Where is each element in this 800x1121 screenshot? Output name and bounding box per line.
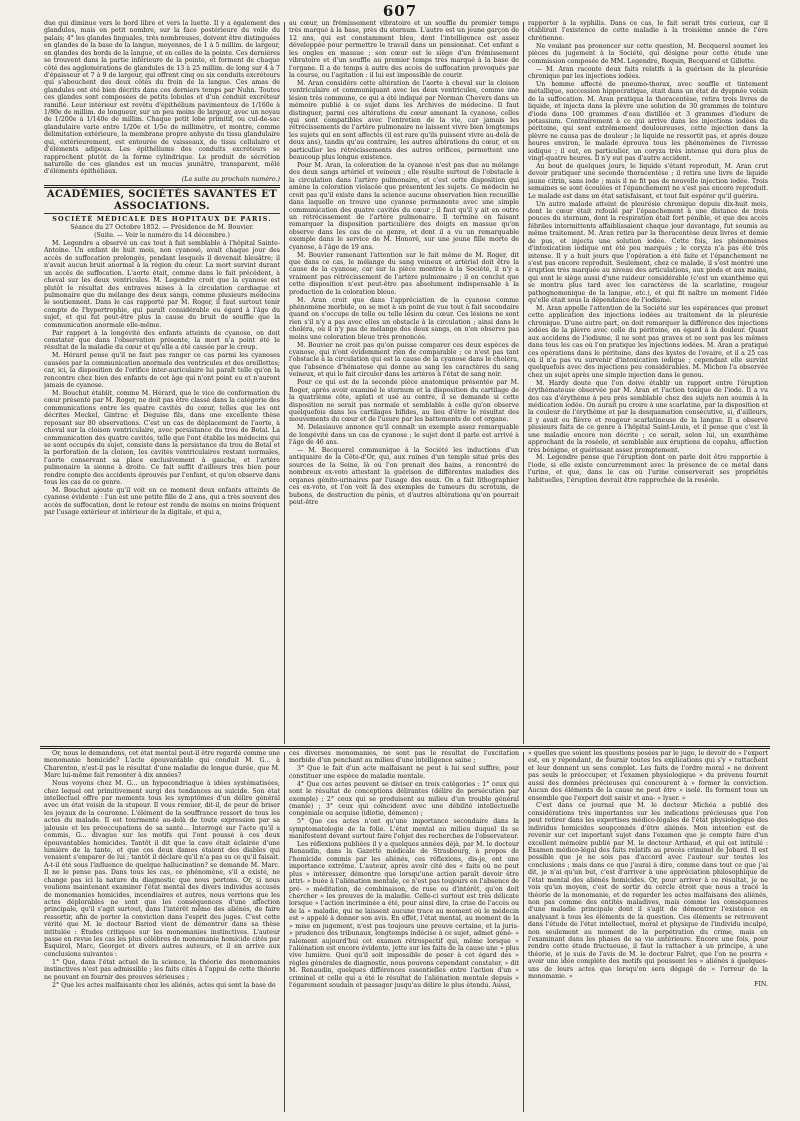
paragraph: — M. Becquerel communique à la Société les inductions d'un antiquaire de la Côte-d'Or, qui, aux ruines d'un temple situé près des sources de la Seine, là où l'on prenait des bains, a rencontré de nombreux ex-voto attestant la guérison de différentes maladies des organes génito-urinaires par l'usage des eaux. On a fait lithographier ces ex-voto, et l'on voit là des exemples de tumeurs du scrotum, de bubons, de destruction du pénis, et d'autres altérations qu'on pourrait peut-être [289,447,519,506]
paragraph: M. Bouchut ajoute qu'il voit en ce moment deux enfants atteints de cyanose évidente : l'un est une petite fille de 2 ans, qui a très souvent des accès de suffocation, dont le retour est rendu de moins en moins fréquent par l'usage extérieur et intérieur de la digitale, et qui a, [44,486,280,517]
paragraph: 3° Que le fait d'un acte malfaisant ne peut à lui seul suffire, pour constituer une espèce de maladie mentale. [289,765,519,780]
paragraph: Pour ce qui est de la seconde pièce anatomique présentée par M. Roger, après avoir examiné le sternum et la disposition du cartilage de la quatrième côte, aplati et usé au centre, il se demande si cette disposition ne serait pas normale et semblable à celle qu'on observe quelquefois dans les cartilages bifides, au lieu d'être le résultat des mouvements du cœur et de l'usure par les battements de cet organe. [289,379,519,424]
session-line: Séance du 27 Octobre 1852. — Présidence de M. Bouvier. [70,224,254,232]
paragraph: Les réflexions publiées il y a quelques années déjà, par M. le docteur Renaudin, dans la Gazette médicale de Strasbourg, à propos de l'homicide commis par les aliénés, ces réflexions, dis-je, ont une importance extrême. L'auteur, après avoir cité des « faits où ne peut plus » intéresser, démontre que lorsqu'une action paraît devoir être attri- » buée à l'aliénation mentale, ce n'est pas toujours en l'absence de pré- » méditation, de combinaison, de ruse ou d'intérêt, qu'on doit chercher » les preuves de la maladie. Celle-ci surtout est très délicate lorsque » l'action incriminée a été, pour ainsi dire, la crise de l'accès ou de la » maladie, qui ne laissent aucune trace au moment où le médecin est » appelé à donner son avis. En effet, l'état mental, au moment de la » mise en jugement, n'est pas toujours une preuve certaine, et la juris- » prudence des tribunaux, longtemps indécise à ce sujet, admet géné- » ralement aujourd'hui cet examen rétrospectif qui, même lorsque » l'aliénation est encore évidente, jette sur les faits de la cause une » plus vive lumière. Quoi qu'il soit impossible de poser à cet égard des » règles générales de diagnostic, nous pouvons cependant constater, » dit M. Renaudin, quelques différences essentielles entre l'action d'un » criminel et celle qui a été le résultat de l'aliénation mentale depuis » l'égarement soudain et passager jusqu'au délire le plus étendu. Aussi, [289,841,519,990]
paragraph: M. Legendre pense que l'éruption dont on parle doit être rapportée à l'iode, si elle existe concurremment avec la présence de ce métal dans l'urine, et que, dans le cas où l'urine conserverait ses propriétés habituelles, l'éruption devrait être rapprochée de la roséole. [528,454,768,484]
paragraph: Au bout de quelques jours, le liquide s'étant reproduit, M. Aran crut devoir pratiquer une seconde thoracentèse ; il retira une livre de liquide jaune citrin, sans iode ; mais il ne fit pas de nouvelle injection iodée. Trois semaines se sont écoulées et l'épanchement ne s'est pas encore reproduit. Le malade est dans un état satisfaisant, et tout fait espérer qu'il guérira. [528,163,768,200]
paragraph: Nous voyons chez M. G... un hypocondriaque à idées systématisées, chez lequel ont primitivement surgi des tendances au suicide. Son état intellectuel offre par moments tous les symptômes d'un délire général avec un état voisin de la stupeur. Il vous remuer, dit-il, de peur de briser les joyaux de la couronne. L'élément de la souffrance ressort de tous les actes du malade. Il est tourmenté au-delà de toute expression par sa jalousie et les préoccupations de sa santé... Interrogé sur l'acte qu'il a commis, G... divague sur les motifs qui l'ont poussé à ces deux épouvantables homicides. Tantôt il dit que la cave était éclairée d'une lumière de la tante, et que ces deux dames étaient des diables qui venaient s'emparer de lui ; tantôt il déclare qu'il n'a pas su ce qu'il faisait. A-t-il été sous l'influence de quelque hallucination? se demande M. Marc. Il ne le pense pas. Dans tous les cas, ce phénomène, s'il a existé, ne change pas ici la nature du diagnostic que nous portons. Or, si nous voulions maintenant examiner l'état mental des divers individus accusés de monomanies homicides, incendiaires et autres, nous verrions que les actes déplorables ne sont que les conséquences d'une affection principale, qu'il s'agit surtout, dans l'intérêt même des aliénés, de faire ressortir, afin de porter la conviction dans l'esprit des juges. C'est cette vérité que M. le docteur Bariod vient de démontrer dans sa thèse intitulée : Études critiques sur les monomanies instinctives. L'auteur passe en revue les cas les plus célèbres de monomanie homicide cités par Esquirol, Marc, Georget et divers autres auteurs, et il en arrive aux conclusions suivantes : [44,780,280,958]
paragraph: C'est dans ce journal que M. le docteur Michéa a publié des considérations très importantes sur les indications précieuses que l'on peut retirer dans les expertises médico-légales de l'état physiologique des individus homicides soupçonnés d'être aliénés. Mon intention est de revenir sur cet important sujet dans l'examen que je compte faire d'un excellent mémoire publié par M. le docteur Arthaud, et qui est intitulé : Examen médico-légal des faits relatifs au procès criminel de Jobard. Il est possible que je ne sois pas d'accord avec l'auteur sur toutes les conclusions ; mais dans ce que j'aurai à dire, comme dans tout ce que j'ai dit, je n'ai qu'un but, c'est d'arriver à une appréciation philosophique de l'état mental des aliénés homicides. Or, pour arriver à ce résultat, je ne vois qu'un moyen, c'est de sortir du cercle étroit que nous a tracé la théorie de la monomanie, et de regarder les actes malfaisans des aliénés, non pas comme des entités maladives, mais comme les conséquences d'une maladie principale dont il s'agit de démontrer l'existence en analysant à tous les éléments de la question. Ces éléments se retrouvent dans l'étude de l'état intellectuel, moral et physique de l'individu incalpé, non seulement au moment de la perpétration du crime, mais en l'examinant dans les phases de sa vie antérieure. Encore une fois, pour rendre cette étude fructueuse, il faut la rattacher à un principe, à une théorie, et je suis de l'avis de M. le docteur Falret, que l'on ne pourra « avoir une idée complète des motifs qui poussent les » aliénés à quelques-uns de leurs actes que lorsqu'on sera dégagé de » l'erreur de la monomanie. » [528,802,768,981]
paragraph: ces diverses monomanies, ne sont pas le résultat de l'excitation morbide d'un penchant au milieu d'une intelligence saine ; [289,750,519,765]
paragraph: rapporter à la syphilis. Dans ce cas, le fait serait très curieux, car il établirait l'existence de cette maladie à la troisième année de l'ère chrétienne. [528,20,768,42]
fin-label: FIN. [754,981,768,989]
suite-note: (Suite. — Voir le numéro du 14 décembre.) [94,232,230,240]
column-rule [284,752,285,1112]
paragraph: » quelles que soient les questions posées par le juge, le devoir de » l'expert est, en y répondant, de fournir toutes les explications qui s'y » rattachent et leur donnent un sens complet. Les faits de l'ordre moral » ne doivent pas seuls le préoccuper, et l'examen physiologique » du prévenu fournit aussi des données précieuses qui concourent à » former la conviction. Aucun des éléments de la cause ne peut être » isolé. Ils forment tous un ensemble que l'expert doit saisir et ana- » lyser. » [528,750,768,802]
paragraph: M. Hérard pense qu'il ne faut pas ranger ce cas parmi les cyanoses causées par la communication anormale des ventricules et des oreillettes; car, ici, la disposition de l'orifice inter-auriculaire lui paraît telle qu'on la rencontre chez bien des enfants de cet âge qui n'ont point eu et n'auront jamais de cyanose. [44,352,280,390]
section-title: ACADÉMIES, SOCIÉTÉS SAVANTES ET ASSOCIATIONS. [46,188,278,212]
paragraph: Ne voulant pas prononcer sur cette question, M. Becquerel soumet les pièces du jugement à la Société, qui désigne pour cette étude une commission composée de MM. Legendre, Requin, Becquerel et Gillette. [528,42,768,65]
page-number: 607 [382,2,418,20]
bottom-column-1 [44,750,280,1114]
paragraph: M. Legendre a observé un cas tout à fait semblable à l'hôpital Sainte-Antoine. Un enfant de huit mois, non cyanosé, avait chaque jour des accès de suffocation prolongés, pendant lesquels il devenait bleuâtre; il n'avait aucun bruit anormal à la région du cœur. La mort survint durant un accès de suffocation. L'aorte était, comme dans le fait précédent, à cheval sur les deux ventricules. M. Legendre croit que la cyanose est plutôt le résultat des entraves mises à la circulation cardiaque et pulmonaire que du mélange des deux sangs, comme plusieurs médecins le soutiennent. Dans le cas rapporté par M. Roger, il faut surtout tenir compte de l'hypertrophie, qui paraît considérable eu égard à l'âge du sujet, et qui fut peut-être plus la cause du bruit de souffle que la communication anormale elle-même. [44,240,280,329]
paragraph: M. Bouvier ramenant l'attention sur le fait même de M. Roger, dit que dans ce cas, le mélange du sang veineux et artériel doit être la cause de la cyanose, car sur la pièce montrée à la Société, il n'y a vraiment pas rétrécissement de l'artère pulmonaire ; il en conclut que cette disposition n'est peut-être pas absolument indispensable à la production de la coloration bleue. [289,251,519,296]
paragraph: 5° Que ces actes n'ont qu'une importance secondaire dans la symptomatologie de la folie. L'état mental au milieu duquel ils se manifestent devant surtout faire l'objet des recherches de l'observateur. [289,818,519,841]
paragraph: M. Bouvier ne croit pas qu'on puisse comparer ces deux espèces de cyanose, qui n'ont évidemment rien de comparable ; ce n'est pas tant l'obstacle à la circulation qui est la cause de la cyanose dans le choléra, que l'absence d'hématose qui donne au sang les caractères du sang veineux, et qui le fait circuler dans les artères à l'état de sang noir. [289,341,519,379]
paragraph: M. Hardy doute que l'on doive établir un rapport entre l'éruption érythémateuse observée par M. Aran et l'action toxique de l'iode. Il a vu des cas d'érythème à peu près semblable chez des sujets non soumis à la médication iodée. On aurait pu croire à une scarlatine, par la disposition et la couleur de l'érythème et par la desquamation consécutive, si, d'ailleurs, il y avait eu fièvre et rougeur scarlatineuse de la langue. Il a observé plusieurs faits de ce genre à l'hôpital Saint-Louis, et il pense que c'est là une maladie encore non décrite ; ce serait, selon lui, un exanthème approchant de la roséole, et semblable aux éruptions de copahu, affection très bénigne, et guérissant assez promptement. [528,379,768,454]
paragraph: Un autre malade atteint de pleurésie chronique depuis dix-huit mois, dont le cœur était refoulé par l'épanchement à une distance de trois pouces du sternum, dont la respiration était fort pénible, et que des accès fébriles intermittents affaiblissaient chaque jour davantage, fut soumis au même traitement. M. Aran retira par la thoracentèse deux livres et demie de pus, et injecta une solution iodée. Cette fois, les phénomènes d'intoxication iodique ont été peu marqués ; le coryza n'a pas été très intense. Il y a huit jours que l'opération a été faite et l'épanchement ne s'est pas encore reproduit. Seulement, chez ce malade, il s'est montré une éruption très marquée au niveau des articulations, aux pieds et aux mains, qui sont le siège aussi d'une raideur considérable (c'est un exanthème qui se montra plus tard avec les caractères de la scarlatine, rougeur pathognomonique de la langue, etc.), et qui fit naître un moment l'idée qu'elle était sous la dépendance de l'iodisme. [528,200,768,305]
column-rule [523,22,524,744]
paragraph: M. Aran appelle l'attention de la Société sur les espérances que promet cette application des injections iodées au traitement de la pleurésie chronique. D'une autre part, on doit remarquer la différence des injections iodées de la plèvre avec celle du péritoine, en égard à la douleur. Quant aux accidens de l'iodisme, il ne sont pas graves et ne sont pas les mêmes dans tous les cas où l'on pratique les injections iodées. M. Aran a pratiqué ces opérations dans le péritoine, dans des kystes de l'ovaire, et il a 25 cas où il n'a pas vu survenir d'intoxication iodique ; cependant elle survint quelquefois avec des injections peu considérables. M. Michon l'a observée chez un sujet après une simple injection dans le genou. [528,305,768,379]
paragraph: 2° Que les actes malfaisants chez les aliénés, actes qui sont la base de [52,981,276,989]
top-column-2 [289,20,519,745]
paragraph: Pour M. Aran, la coloration de la cyanose n'est pas due au mélange des deux sangs artériel et veineux ; elle résulte surtout de l'obstacle à la circulation dans l'artère pulmonaire, et c'est cette disposition qui amène la coloration violacée que présentent les sujets. Ce médecin ne croit pas qu'il existe dans la science aucune observation bien recueillie dans laquelle on trouve une cyanose permanente avec une simple communication des quatre cavités du cœur ; il faut qu'il y ait en outre un rétrécissement de l'artère pulmonaire. Il termine en faisant remarquer la disposition particulière des doigts en massue qu'on observe dans les cas de ce genre, et dont il a vu un remarquable exemple dans le service de M. Honoré, sur une jeune fille morte de cyanose, à l'âge de 19 ans. [289,162,519,251]
feuilleton-separator [40,746,770,749]
continued-note: (La suite au prochain numéro.) [181,176,280,184]
paragraph: 1° Que, dans l'état actuel de la science, la théorie des monomanies instinctives n'est pas admissible ; les faits cités à l'appui de cette théorie ne pouvant en fournir des preuves sérieuses ; [44,958,280,981]
paragraph: M. Delasiauve annonce qu'il connaît un exemple assez remarquable de longévité dans un cas de cyanose ; le sujet dont il parle est arrivé à l'âge de 46 ans. [289,424,519,447]
paragraph: Or, nous le demandons, cet état mental peut-il être regardé comme une monomanie homicide? L'acte épouvantable qui conduit M. G... à Charenton, n'est-il pas le résultat d'une maladie de longue durée, que M. Marc lui-même fait remonter à dix années? [44,750,280,780]
paragraph: M. Aran croit que dans l'appréciation de la cyanose comme phénomène morbide, on se met à un point de vue tout à fait secondaire quand on s'occupe de telle ou telle lésion du cœur. Ces lésions ne sont rien s'il n'y a pas avec elles un obstacle à la circulation ; ainsi dans le choléra, où il n'y pas de mélange des deux sangs, on n'en observe pas moins une coloration bleue très prononcée. [289,296,519,341]
top-column-1 [44,20,280,745]
paragraph: M. Aran considère cette altération de l'aorte à cheval sur la cloison ventriculaire et communiquant avec les deux ventricules, comme une lésion très commune, ce qui a été indiqué par Norman Chevers dans un mémoire publié à ce sujet dans les Archives de médecine. Il faut distinguer, parmi ces altérations du cœur amenant la cyanose, celles qui sont compatibles avec l'entretien de la vie, car jamais les rétrécissements de l'artère pulmonaire ne laissent vivre bien longtemps les sujets qui en sont affectés (il est rare qu'ils puissent vivre au-delà de deux ans), tandis qu'au contraire, les autres altérations du cœur, et en particulier les rétrécissements des autres orifices, permettent une beaucoup plus longue existence. [289,79,519,162]
paragraph: au cœur, un frémissement vibratoire et un souffle du premier temps très marqué à la base, près du sternum. L'autre est un jeune garçon de 12 ans, qui est constamment bleu, dont l'intelligence est assez développée pour permettre le travail dans un pensionnat. Cet enfant a les ongles en massue ; son cœur est le siège d'un frémissement vibratoire et d'un souffle au premier temps très marqué à la base de l'organe. Il a de temps à autre des accès de suffocation provoqués par la course, ou l'agitation : il lui est impossible de courir. [289,20,519,79]
section-divider [44,185,280,188]
bottom-column-3 [528,750,768,1114]
column-rule [523,752,524,1112]
paragraph: — M. Aran raconte deux faits relatifs à la guérison de la pleurésie chronique par les injections iodées. [528,65,768,80]
paragraph: Par rapport à la longévité des enfants atteints de cyanose, on doit constater que dans l'observation présente, la mort n'a point été le résultat de la maladie du cœur et qu'elle a été causée par le croup. [44,329,280,352]
title-underline [44,213,280,214]
top-column-3 [528,20,768,745]
column-rule [284,22,285,744]
paragraph: 4° Que ces actes peuvent se diviser en trois catégories : 1° ceux qui sont le résultat de conceptions délirantes (délire de persécution par exemple) ; 2° ceux qui se produisent au milieu d'un trouble général (manie) ; 3° ceux qui coïncident avec une débilité intellectuelle congéniale ou acquise (idiotie, démence) ; [289,780,519,818]
society-title: SOCIÉTÉ MÉDICALE DES HOPITAUX DE PARIS. [52,215,272,224]
paragraph: M. Bouchut établit, comme M. Hérard, que le vice de conformation du cœur présenté par M. Roger, ne doit pas être classé dans la catégorie des communications entre les quatre cavités du cœur, telles que les ont décrites Meckel, Gintrac et Deguise fils, dans une excellente thèse reposant sur 80 observations. C'est un cas de déplacement de l'aorte, à cheval sur la cloison ventriculaire, avec persistance du trou de Botal. La communication des quatre cavités, telle que l'ont établie les médecins qui se sont occupés du sujet, consiste dans la persistance du trou de Botal et la perforation de la cloison, les cavités ventriculaires restant normales, l'aorte conservant sa place exclusivement à gauche, et l'artère pulmonaire la sienne à droite. Ce fait suffit d'ailleurs très bien pour rendre compte des accidents éprouvés par l'enfant, et qu'on observe dans tous les cas de ce genre. [44,389,280,487]
paragraph: due qui diminue vers le bord libre et vers la luette. Il y a également des glandules, mais en petit nombre, sur la face postérieure du voile du palais; 4° les glandes linguales, très nombreuses, doivent être distinguées en glandes de la base de la langue, moyennes, de 1 à 5 millim. de largeur, en glandes des bords de la langue, et en celles de la pointe. Ces dernières se trouvent dans la partie inférieure de la pointe, et forment de chaque côté des agglomérations de glandules de 13 à 25 millim. de long sur 4 à 7 d'épaisseur et 7 à 9 de largeur, qui offrent cinq ou six conduits excréteurs qui s'abouchent des deux côtés du frein de la langue. Ces amas de glandules ont été bien décrits dans ces derniers temps par Nuhn. Toutes ces glandes sont composées de petits lobules et d'un conduit excréteur ramifié. Leur intérieur est revêtu d'épithélium pavimenteux de 1/160e à 1/80e de millim. de longueur, sur un peu moins de largeur, avec un noyau de 1/200e à 1/140e de millim. Chaque petit lobe primitif, ou cul-de-sac glandulaire varie entre 1/20e et 1/5e de millimètre, et montre, comme délimitation extérieure, la membrane propre anhyste du tissu glandulaire qui, extérieurement, est entourée de vaisseaux, de tissu cellulaire et d'éléments adipeux. Les épithéliums des conduits excréteurs se rapprochent plutôt de la forme cylindrique. Le produit de sécrétion naturelle de ces glandes est un mucus jaunâtre, transparent, mêlé d'éléments épithéliaux. [44,20,280,176]
bottom-column-2 [289,750,519,1114]
paragraph: Un homme affecté de pneumo-thorax, avec souffle et tintement métallique, succession hippocratique, était dans un état de dyspnée voisin de la suffocation. M. Aran pratiqua la thoracentèse, retira trois livres de liquide, et injecta dans la plèvre une solution de 30 grammes de teinture d'iode dans 100 grammes d'eau distillée et 3 grammes d'iodure de potassium. Contrairement à ce qui arrive dans les injections iodées du péritoine, qui sont extrêmement douloureuses, cette injection dans la plèvre ne causa pas de douleur ; le liquide ne ressortit pas, et après douze heures environ, le malade éprouva tous les phénomènes de l'ivresse iodique ; il eut, en particulier, un coryza très intense qui dura plus de vingt-quatre heures. Il n'y eut pas d'autre accident. [528,80,768,163]
